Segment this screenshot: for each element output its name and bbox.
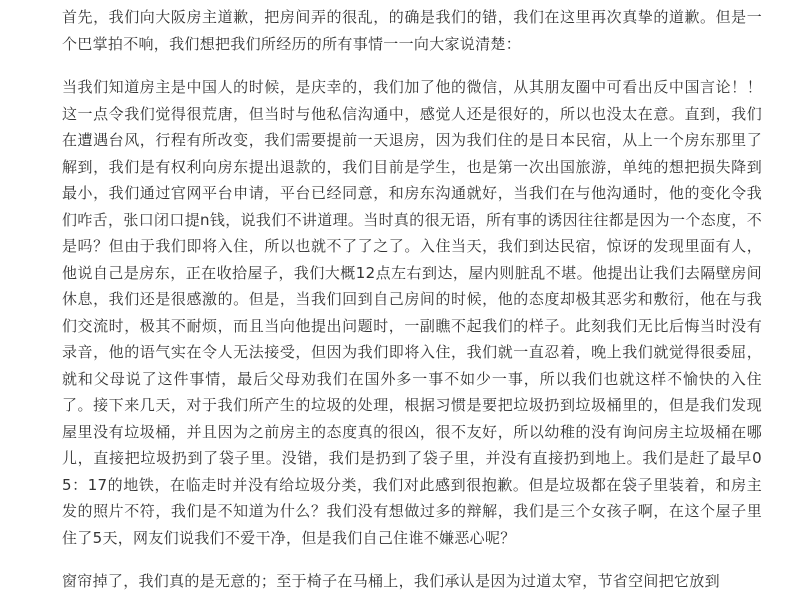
article-body — [62, 0, 762, 595]
paragraph-account: 当我们知道房主是中国人的时候，是庆幸的，我们加了他的微信，从其朋友圈中可看出反中国言论！！这一点令我们觉得很荒唐，但当时与他私信沟通中，感觉人还是很好的，所以也没太在意。直到，我们在遭遇台风，行程有所改变，我们需要提前一天退房，因为我们住的是日本民宿，从上一个房东那里了解到，我们是有权利向房东提出退款的，我们目前是学生，也是第一次出国旅游，单纯的想把损失降到最小，我们通过官网平台申请，平台已经同意，和房东沟通就好，当我们在与他沟通时，他的变化令我们咋舌，张口闭口提n钱，说我们不讲道理。当时真的很无语，所有事的诱因往往都是因为一个态度，不是吗？但由于我们即将入住，所以也就不了了之了。入住当天，我们到达民宿，惊讶的发现里面有人，他说自己是房东，正在收拾屋子，我们大概12点左右到达，屋内则脏乱不堪。他提出让我们去隔壁房间休息，我们还是很感激的。但是，当我们回到自己房间的时候，他的态度却极其恶劣和敷衍，他在与我们交流时，极其不耐烦，而且当向他提出问题时，一副瞧不起我们的样子。此刻我们无比后悔当时没有录音，他的语气实在令人无法接受，但因为我们即将入住，我们就一直忍着，晚上我们就觉得很委屈，就和父母说了这件事情，最后父母劝我们在国外多一事不如少一事，所以我们也就这样不愉快的入住了。接下来几天，对于我们所产生的垃圾的处理，根据习惯是要把垃圾扔到垃圾桶里的，但是我们发现屋里没有垃圾桶，并且因为之前房主的态度真的很凶，很不友好，所以幼稚的没有询问房主垃圾桶在哪儿，直接把垃圾扔到了袋子里。没错，我们是扔到了袋子里，并没有直接扔到地上。我们是赶了最早05：17的地铁，在临走时并没有给垃圾分类，我们对此感到很抱歉。但是垃圾都在袋子里装着，和房主发的照片不符，我们是不知道为什么？我们没有想做过多的辩解，我们是三个女孩子啊，在这个屋子里住了5天，网友们说我们不爱干净，但是我们自己住谁不嫌恶心呢？ — [62, 78, 762, 547]
paragraph-apology: 首先，我们向大阪房主道歉，把房间弄的很乱，的确是我们的错，我们在这里再次真挚的道歉。但是一个巴掌拍不响，我们想把我们所经历的所有事情一一向大家说清楚： — [62, 8, 762, 53]
paragraph-curtain: 窗帘掉了，我们真的是无意的；至于椅子在马桶上，我们承认是因为过道太窄，节省空间把它放到 — [62, 572, 720, 590]
